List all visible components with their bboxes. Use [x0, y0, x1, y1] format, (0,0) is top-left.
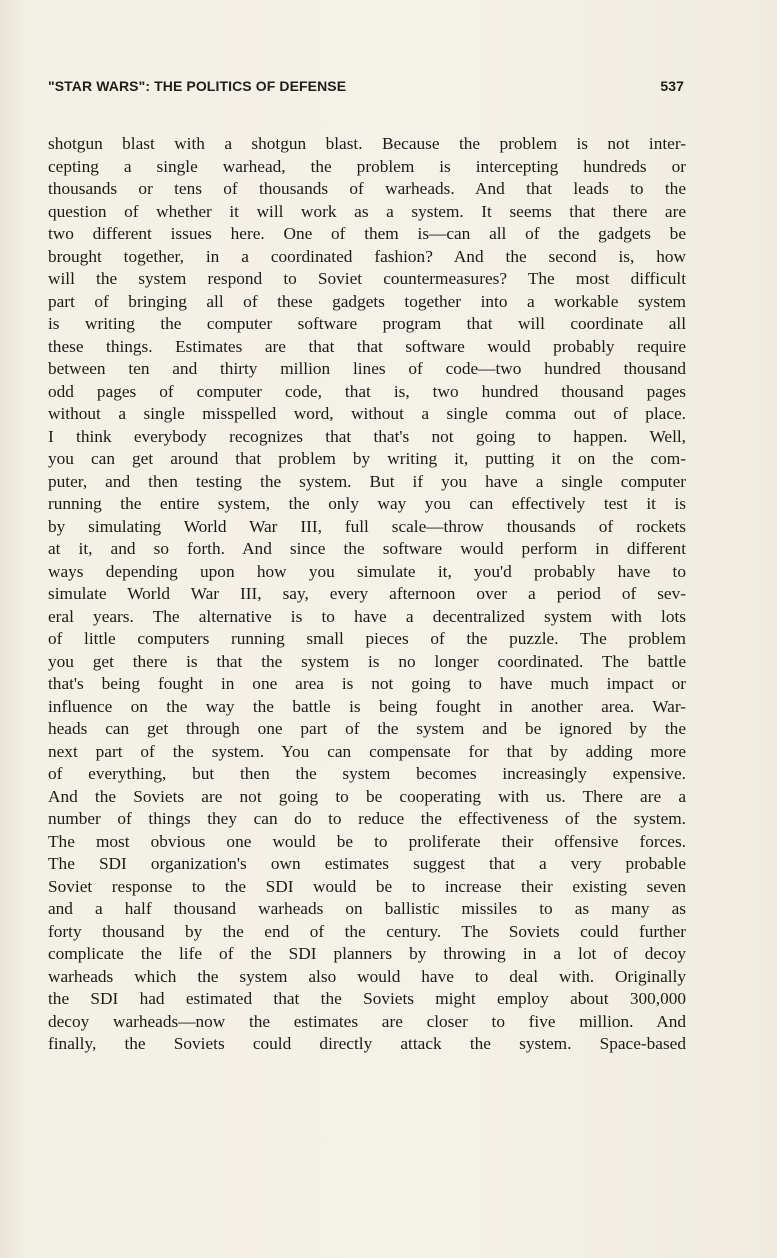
text-line: I think everybody recognizes that that's not going to happen. Well, — [48, 426, 686, 446]
text-line: decoy warheads—now the estimates are closer to five million. And — [48, 1011, 686, 1031]
body-paragraph — [48, 133, 686, 1056]
running-head — [48, 78, 684, 100]
text-line: part of bringing all of these gadgets together into a workable system — [48, 291, 686, 311]
text-line: will the system respond to Soviet countermeasures? The most difficult — [48, 269, 686, 288]
text-line: and a half thousand warheads on ballistic missiles to as many as — [48, 899, 686, 918]
text-line: number of things they can do to reduce the effectiveness of the system. — [48, 809, 686, 828]
text-line: eral years. The alternative is to have a decentralized system with lots — [48, 606, 686, 626]
page-number: 537 — [660, 78, 684, 94]
text-line: ways depending upon how you simulate it, you'd probably have to — [48, 561, 686, 581]
text-line: The SDI organization's own estimates suggest that a very probable — [48, 854, 686, 873]
text-line: you get there is that the system is no longer coordinated. The battle — [48, 651, 686, 671]
text-line: influence on the way the battle is being fought in another area. War- — [48, 696, 686, 716]
text-line: thousands or tens of thousands of warheads. And that leads to the — [48, 179, 686, 198]
text-line: without a single misspelled word, without a single comma out of place. — [48, 404, 686, 423]
text-line: of everything, but then the system becomes increasingly expensive. — [48, 764, 686, 783]
text-line: running the entire system, the only way you can effectively test it is — [48, 494, 686, 513]
text-line: two different issues here. One of them is—can all of the gadgets be — [48, 224, 686, 243]
text-line: by simulating World War III, full scale—throw thousands of rockets — [48, 516, 686, 536]
text-line: is writing the computer software program that will coordinate all — [48, 314, 686, 333]
text-line: complicate the life of the SDI planners by throwing in a lot of decoy — [48, 944, 686, 963]
text-line: shotgun blast with a shotgun blast. Because the problem is not inter- — [48, 134, 686, 153]
text-line: of little computers running small pieces of the puzzle. The problem — [48, 629, 686, 648]
text-line: puter, and then testing the system. But if you have a single computer — [48, 471, 686, 491]
text-line: these things. Estimates are that that software would probably require — [48, 336, 686, 356]
text-line: Soviet response to the SDI would be to increase their existing seven — [48, 876, 686, 896]
text-line: that's being fought in one area is not going to have much impact or — [48, 674, 686, 693]
text-line: heads can get through one part of the system and be ignored by the — [48, 719, 686, 738]
text-line: between ten and thirty million lines of code—two hundred thousand — [48, 359, 686, 378]
text-line: warheads which the system also would have to deal with. Originally — [48, 966, 686, 986]
text-line: odd pages of computer code, that is, two hundred thousand pages — [48, 381, 686, 401]
text-line: you can get around that problem by writing it, putting it on the com- — [48, 449, 686, 468]
text-line: And the Soviets are not going to be cooperating with us. There are a — [48, 786, 686, 806]
text-line: brought together, in a coordinated fashion? And the second is, how — [48, 246, 686, 266]
text-line: simulate World War III, say, every afternoon over a period of sev- — [48, 584, 686, 603]
text-line: finally, the Soviets could directly attack the system. Space-based — [48, 1034, 686, 1053]
text-line: at it, and so forth. And since the software would perform in different — [48, 539, 686, 558]
text-line: forty thousand by the end of the century. The Soviets could further — [48, 921, 686, 941]
text-line: the SDI had estimated that the Soviets might employ about 300,000 — [48, 989, 686, 1008]
running-head-title: "STAR WARS": THE POLITICS OF DEFENSE — [48, 78, 347, 94]
text-line: The most obvious one would be to proliferate their offensive forces. — [48, 831, 686, 851]
text-line: cepting a single warhead, the problem is intercepting hundreds or — [48, 156, 686, 176]
text-line: question of whether it will work as a system. It seems that there are — [48, 201, 686, 221]
text-line: next part of the system. You can compensate for that by adding more — [48, 741, 686, 761]
